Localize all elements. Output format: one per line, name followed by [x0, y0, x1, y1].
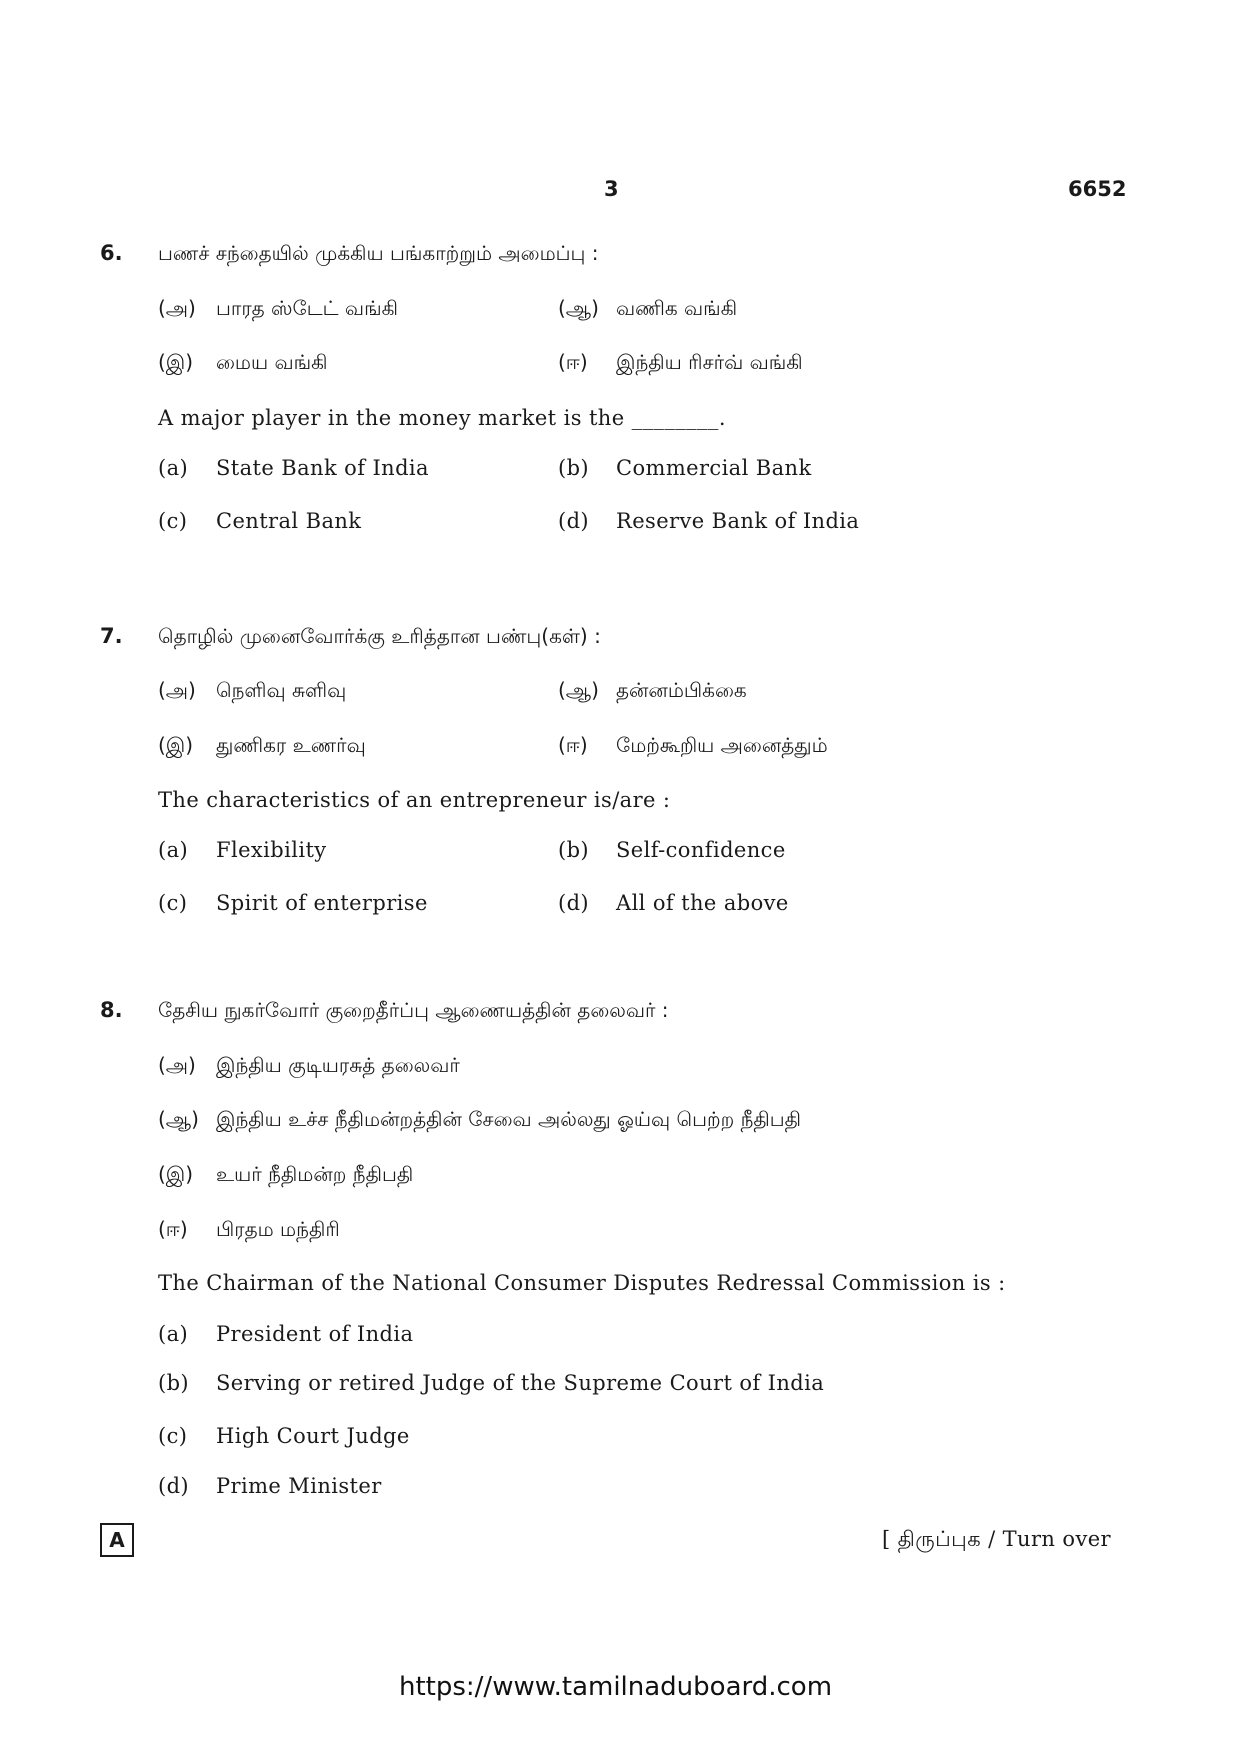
option-label: (ஈ) [558, 733, 588, 757]
option-text: இந்திய ரிசர்வ் வங்கி [616, 350, 803, 374]
option-text: All of the above [616, 891, 789, 915]
tamil-stem: பணச் சந்தையில் முக்கிய பங்காற்றும் அமைப்பு : [158, 241, 599, 265]
option-text: Serving or retired Judge of the Supreme Court of India [216, 1371, 825, 1395]
option-label: (ஆ) [558, 296, 599, 320]
tamil-option [158, 350, 328, 377]
english-option [158, 891, 428, 915]
option-text: Commercial Bank [616, 456, 812, 480]
option-label: (இ) [158, 350, 194, 374]
paper-code: 6652 [1068, 177, 1127, 201]
english-option [158, 1474, 382, 1498]
option-text: மைய வங்கி [216, 350, 328, 374]
option-label: (ஆ) [158, 1107, 199, 1131]
option-text: President of India [216, 1322, 414, 1346]
english-option [158, 1322, 413, 1346]
tamil-option [158, 1217, 340, 1244]
option-text: பிரதம மந்திரி [216, 1217, 340, 1241]
option-text: Flexibility [216, 838, 327, 862]
english-option [158, 1424, 410, 1448]
option-text: Prime Minister [216, 1474, 382, 1498]
option-label: (c) [158, 1424, 188, 1448]
english-option [558, 456, 812, 480]
tamil-option [158, 296, 398, 323]
option-label: (ஆ) [558, 678, 599, 702]
tamil-option [158, 678, 346, 705]
english-option [558, 838, 786, 862]
question-number: 7. [100, 624, 123, 648]
english-option [158, 1371, 824, 1395]
question-number: 6. [100, 241, 123, 265]
tamil-option [558, 296, 737, 323]
option-text: இந்திய குடியரசுத் தலைவர் [216, 1053, 460, 1077]
tamil-option [558, 678, 747, 705]
option-label: (b) [558, 456, 590, 480]
tamil-option [158, 1107, 801, 1134]
english-option [158, 509, 361, 533]
option-label: (a) [158, 838, 189, 862]
option-text: Self-confidence [616, 838, 786, 862]
option-text: Spirit of enterprise [216, 891, 428, 915]
option-label: (c) [158, 509, 188, 533]
option-text: துணிகர உணர்வு [216, 733, 366, 757]
english-option [158, 838, 327, 862]
option-text: State Bank of India [216, 456, 429, 480]
page-number: 3 [604, 177, 619, 201]
option-label: (இ) [158, 1162, 194, 1186]
tamil-option [158, 1162, 413, 1189]
option-text: Central Bank [216, 509, 362, 533]
english-option [558, 891, 789, 915]
option-label: (அ) [158, 296, 196, 320]
option-label: (இ) [158, 733, 194, 757]
option-text: பாரத ஸ்டேட் வங்கி [216, 296, 398, 320]
english-option [558, 509, 859, 533]
tamil-option [558, 733, 828, 760]
option-text: உயர் நீதிமன்ற நீதிபதி [216, 1162, 414, 1186]
question-number: 8. [100, 998, 123, 1022]
option-label: (b) [158, 1371, 190, 1395]
option-text: High Court Judge [216, 1424, 410, 1448]
tamil-option [158, 733, 366, 760]
series-box: A [100, 1523, 134, 1557]
option-label: (a) [158, 456, 189, 480]
tamil-stem: தேசிய நுகர்வோர் குறைதீர்ப்பு ஆணையத்தின் தலைவர் : [158, 998, 669, 1022]
turn-over-label: [ திருப்புக / Turn over [882, 1527, 1111, 1551]
option-label: (அ) [158, 678, 196, 702]
english-stem: The characteristics of an entrepreneur is/are : [158, 788, 671, 812]
option-label: (d) [558, 891, 590, 915]
option-text: Reserve Bank of India [616, 509, 860, 533]
english-stem: A major player in the money market is the ________. [158, 406, 726, 430]
tamil-stem: தொழில் முனைவோர்க்கு உரித்தான பண்பு(கள்) : [158, 624, 601, 648]
option-label: (ஈ) [158, 1217, 188, 1241]
option-label: (d) [558, 509, 590, 533]
english-stem: The Chairman of the National Consumer Disputes Redressal Commission is : [158, 1271, 1006, 1295]
option-label: (ஈ) [558, 350, 588, 374]
option-text: இந்திய உச்ச நீதிமன்றத்தின் சேவை அல்லது ஓய்வு பெற்ற நீதிபதி [216, 1107, 802, 1131]
option-label: (b) [558, 838, 590, 862]
option-text: நெளிவு சுளிவு [216, 678, 347, 702]
tamil-option [158, 1053, 460, 1080]
option-text: வணிக வங்கி [616, 296, 738, 320]
source-url: https://www.tamilnaduboard.com [399, 1672, 833, 1702]
option-label: (d) [158, 1474, 190, 1498]
option-label: (a) [158, 1322, 189, 1346]
option-text: மேற்கூறிய அனைத்தும் [616, 733, 828, 757]
option-label: (அ) [158, 1053, 196, 1077]
english-option [158, 456, 429, 480]
option-label: (c) [158, 891, 188, 915]
tamil-option [558, 350, 803, 377]
option-text: தன்னம்பிக்கை [616, 678, 747, 702]
